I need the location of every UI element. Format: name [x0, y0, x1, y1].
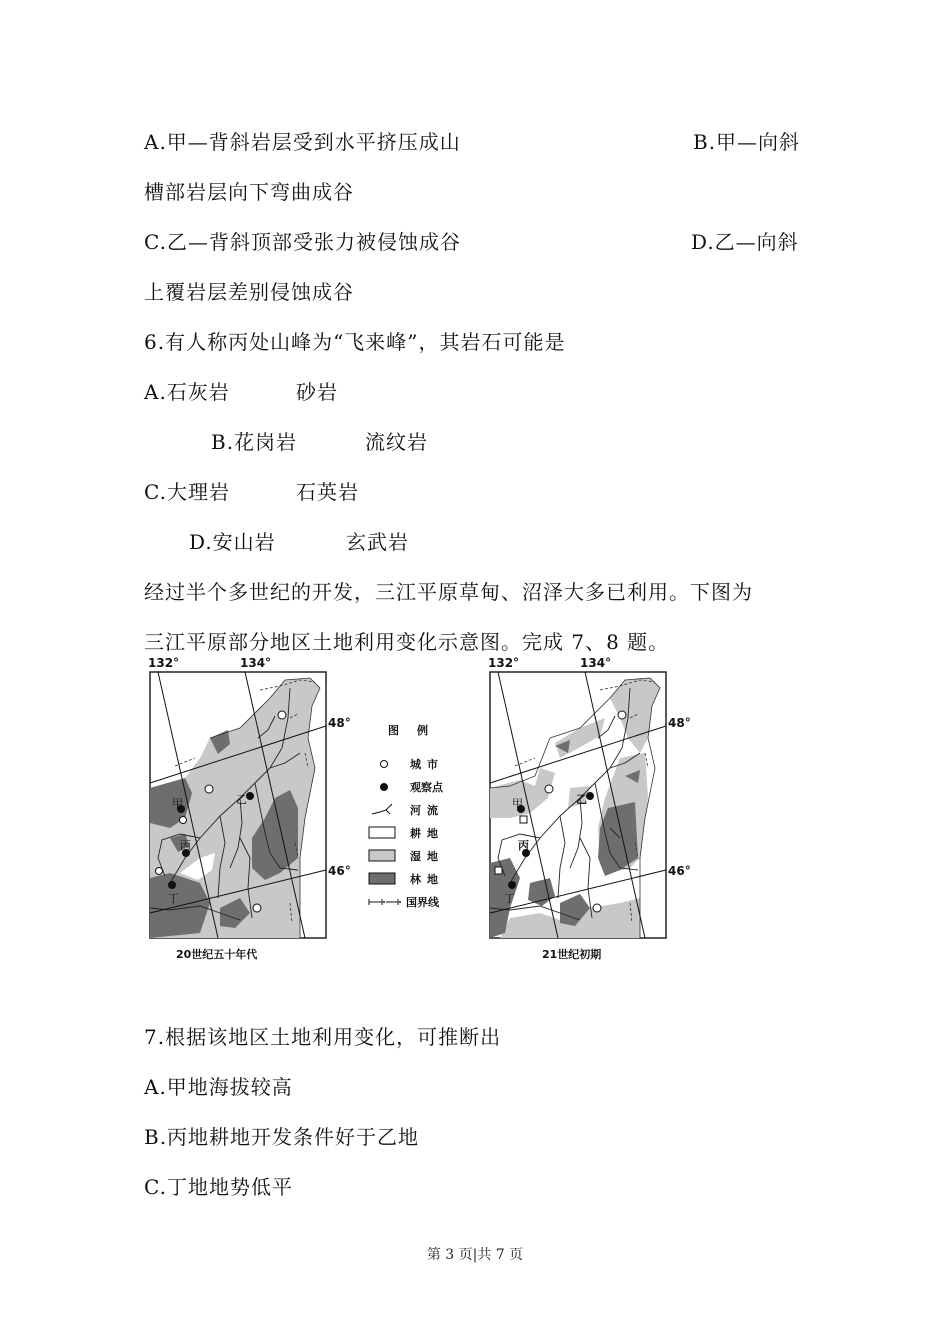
point-yi-label: 乙 [576, 793, 587, 806]
point-bing-label: 丙 [180, 839, 191, 852]
city-icon [368, 756, 396, 770]
q5-option-c: C.乙—背斜顶部受张力被侵蚀成谷 [144, 230, 461, 254]
farmland-swatch [368, 825, 396, 839]
point-jia-label: 甲 [512, 797, 523, 810]
q6-option-a [144, 380, 338, 404]
q6-option-d-label: D.安山岩 [189, 530, 276, 554]
lon-label-134: 134° [580, 656, 612, 670]
q7-stem: 7.根据该地区土地利用变化，可推断出 [144, 1025, 502, 1049]
page-number: 第 3 页|共 7 页 [426, 1247, 524, 1263]
lon-label-134: 134° [240, 656, 272, 670]
border-icon [368, 894, 408, 908]
point-bing-label: 丙 [518, 839, 529, 852]
q5-option-d-cont: 上覆岩层差别侵蚀成谷 [144, 280, 354, 304]
q6-option-b-label: B.花岗岩 [211, 430, 298, 454]
q5-option-a: A.甲—背斜岩层受到水平挤压成山 [144, 130, 461, 154]
q6-option-a-label: A.石灰岩 [144, 380, 230, 404]
map-2000s-caption: 21世纪初期 [542, 948, 602, 961]
map-1950s-caption: 20世纪五十年代 [176, 948, 258, 961]
legend-item-border: 国界线 [368, 894, 468, 910]
legend-item-city: 城市 [368, 756, 468, 772]
point-ding-label: 丁 [168, 892, 179, 905]
lat-label-48: 48° [668, 716, 691, 730]
point-jia-label: 甲 [172, 797, 183, 810]
legend-item-wetland: 湿地 [368, 848, 468, 864]
map-1950s [140, 656, 351, 963]
lon-label-132: 132° [148, 656, 180, 670]
observation-point-icon [368, 779, 396, 793]
q6-option-c-second: 石英岩 [296, 480, 359, 504]
lat-label-46: 46° [328, 864, 351, 878]
q5-option-b-start: B.甲—向斜 [693, 130, 801, 154]
map-2000s [480, 656, 691, 963]
q7-option-b: B.丙地耕地开发条件好于乙地 [144, 1125, 420, 1149]
intro-line-1: 经过半个多世纪的开发，三江平原草甸、沼泽大多已利用。下图为 [144, 580, 753, 604]
intro-line-2: 三江平原部分地区土地利用变化示意图。完成 7、8 题。 [144, 630, 670, 654]
q7-option-c: C.丁地地势低平 [144, 1175, 293, 1199]
legend-item-observation: 观察点 [368, 779, 468, 795]
q6-option-d-second: 玄武岩 [346, 530, 409, 554]
q6-option-c-label: C.大理岩 [144, 480, 230, 504]
legend-item-river: 河流 [368, 802, 468, 818]
forest-swatch [368, 871, 396, 885]
map-1950s-graphic [140, 658, 340, 963]
q6-option-c [144, 480, 359, 504]
legend-item-forest: 林地 [368, 871, 468, 887]
q7-option-a: A.甲地海拔较高 [144, 1075, 293, 1099]
wetland-swatch [368, 848, 396, 862]
q5-option-b-cont: 槽部岩层向下弯曲成谷 [144, 180, 354, 204]
lon-label-132: 132° [488, 656, 520, 670]
q5-option-d-start: D.乙—向斜 [691, 230, 799, 254]
q6-option-a-second: 砂岩 [296, 380, 338, 404]
point-ding-label: 丁 [504, 892, 515, 905]
q6-option-b-second: 流纹岩 [365, 430, 428, 454]
legend-title: 图例 [388, 724, 446, 737]
lat-label-48: 48° [328, 716, 351, 730]
q6-option-d [189, 530, 409, 554]
point-yi-label: 乙 [236, 793, 247, 806]
legend-item-farmland: 耕地 [368, 825, 468, 841]
q6-stem: 6.有人称丙处山峰为“飞来峰”，其岩石可能是 [144, 330, 566, 354]
river-icon [368, 802, 396, 816]
q6-option-b [211, 430, 428, 454]
lat-label-46: 46° [668, 864, 691, 878]
map-2000s-graphic [480, 658, 680, 963]
